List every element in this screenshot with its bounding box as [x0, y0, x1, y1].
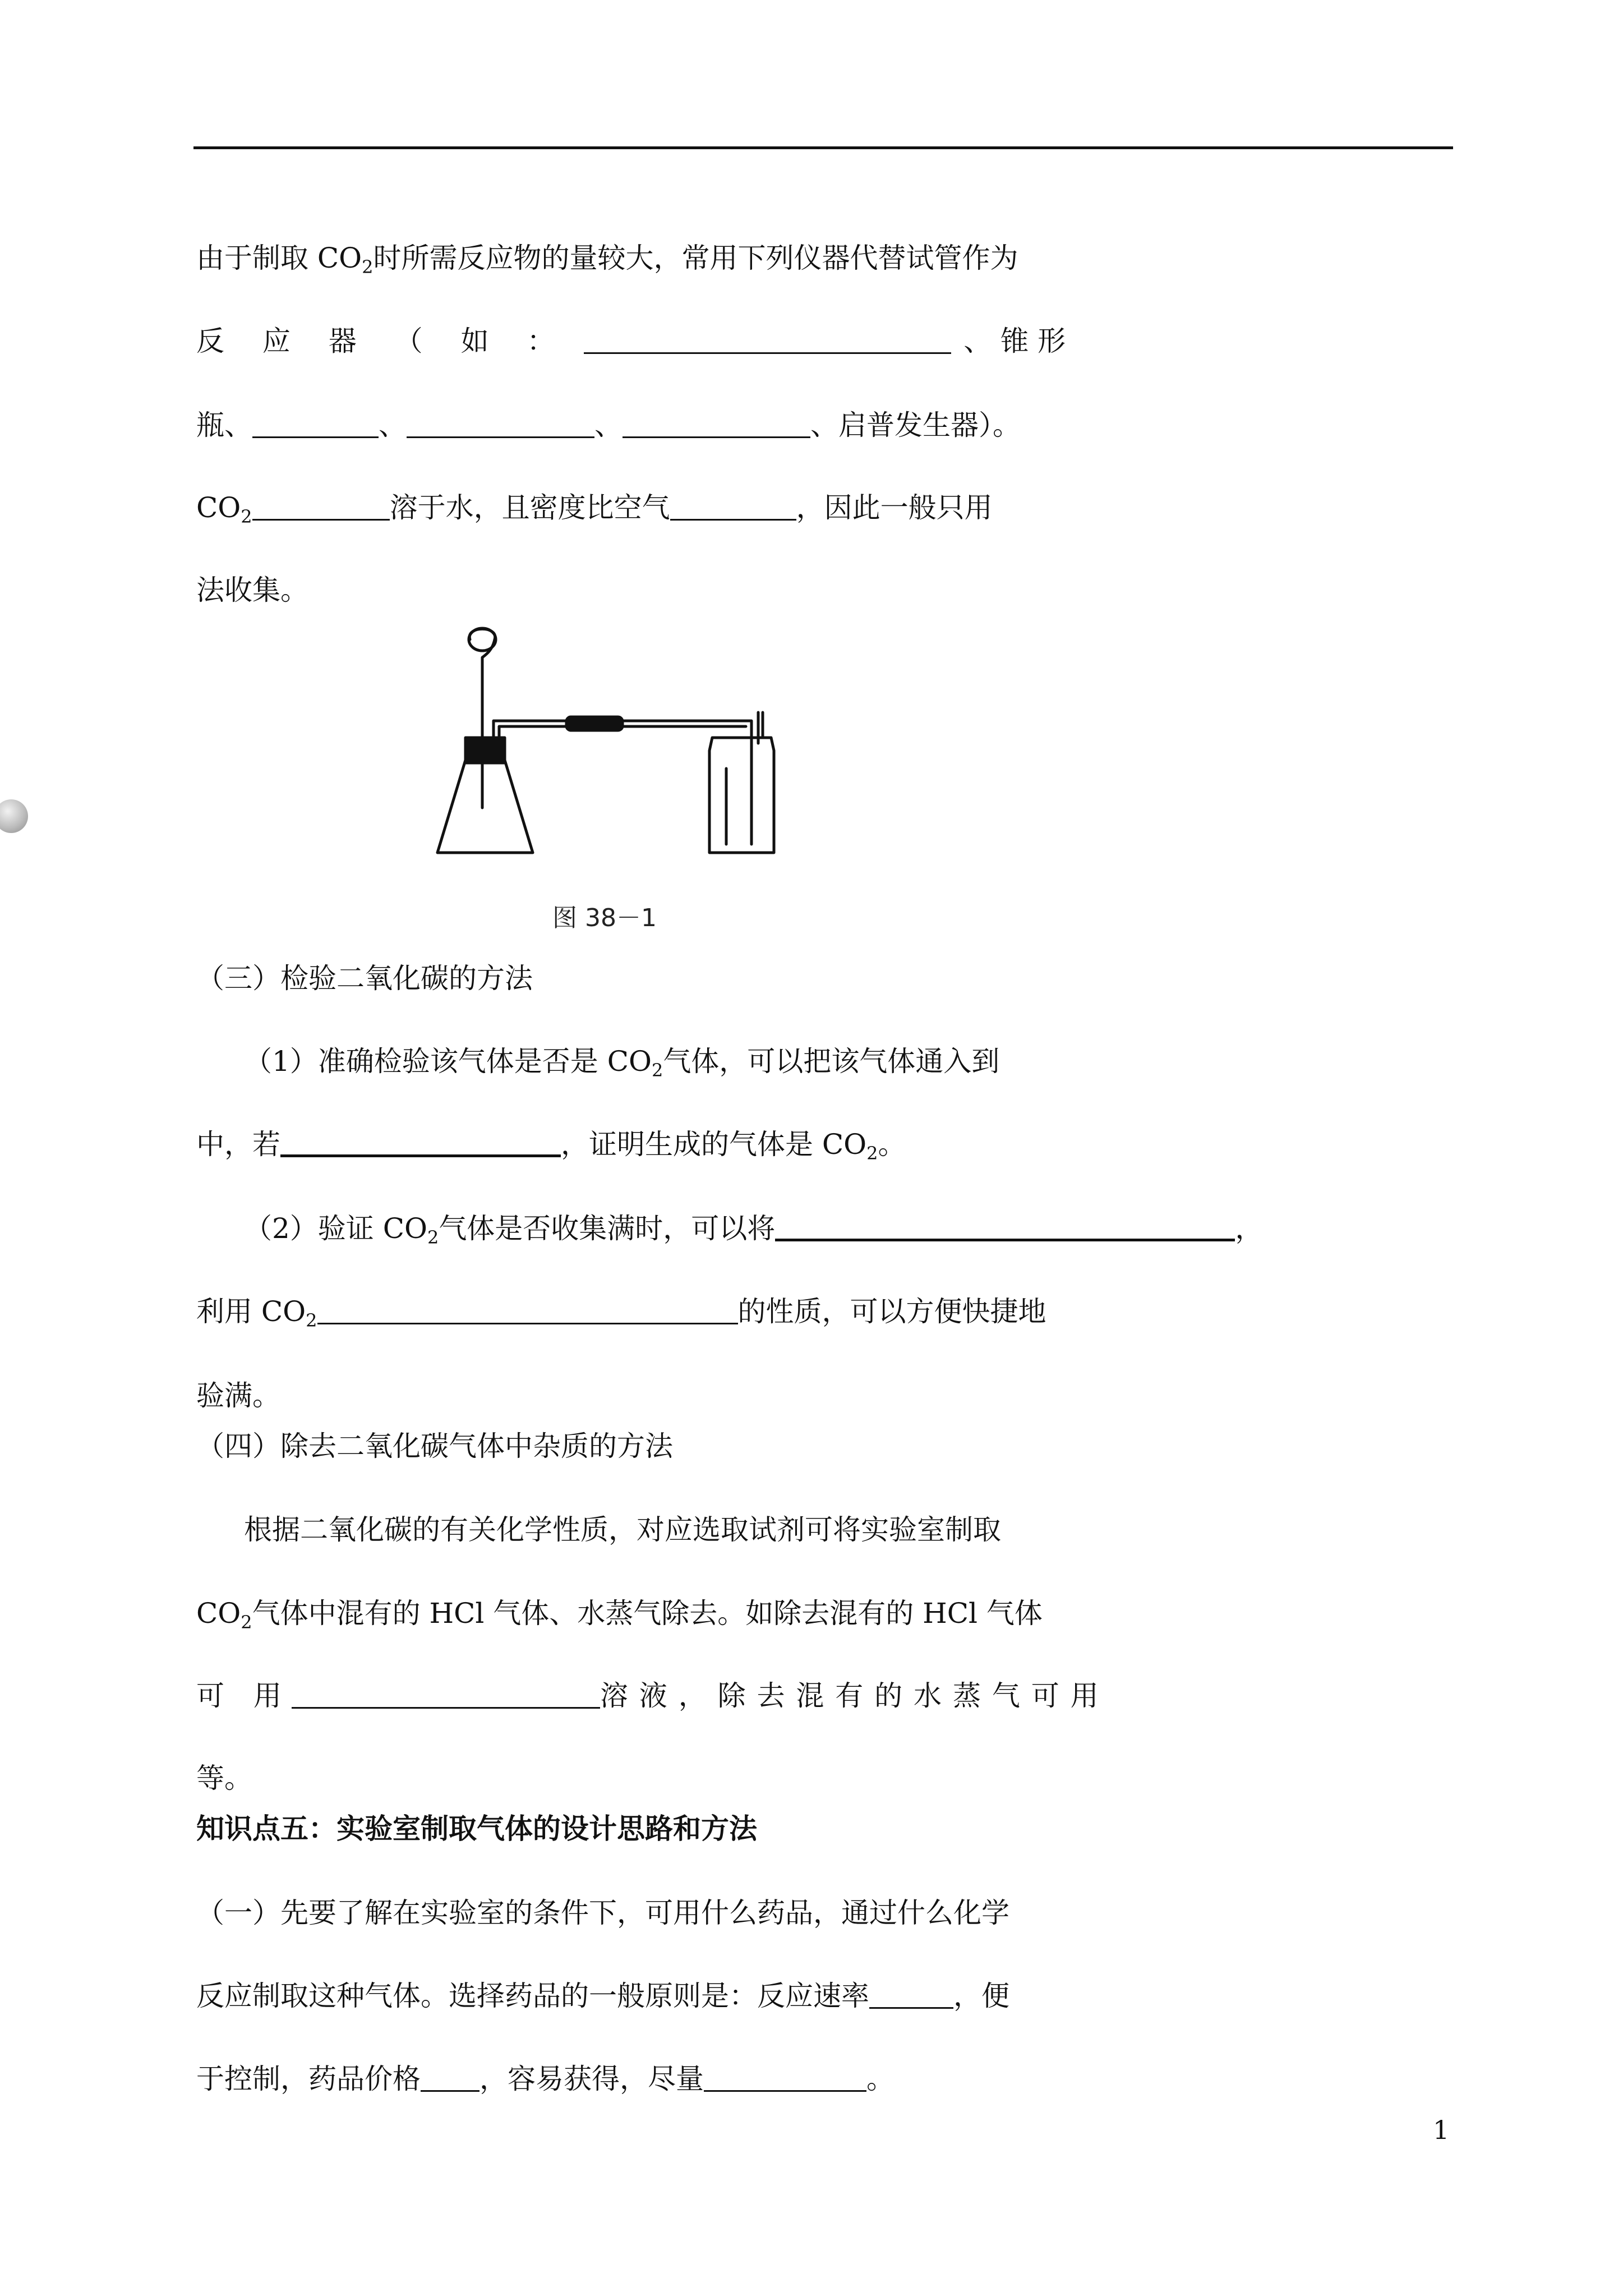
fill-blank[interactable] [421, 2067, 479, 2092]
paragraph-line: 由于制取 $CO_2$时所需反应物的量较大，常用下列仪器代替试管作为 [196, 242, 1018, 278]
fill-blank[interactable] [252, 495, 390, 521]
paragraph-line: 利用 $CO_2$ 的性质，可以方便快捷地 [196, 1295, 1046, 1331]
paragraph-line: $CO_2$气体中混有的 HCl 气体、水蒸气除去。如除去混有的 HCl 气体 [196, 1597, 1043, 1633]
paragraph-line: 可 用 溶 液 ， 除 去 混 有 的 水 蒸 气 可 用 [196, 1680, 1100, 1712]
gas-jar-icon [709, 738, 774, 853]
fill-blank[interactable] [670, 495, 796, 521]
fill-blank[interactable] [317, 1299, 738, 1324]
paragraph-line: 等。 [196, 1762, 252, 1795]
paragraph-line: 中，若 ，证明生成的气体是 $CO_2$。 [196, 1128, 906, 1164]
paragraph-line: （1）准确检验该气体是否是 $CO_2$气体，可以把该气体通入到 [244, 1045, 1000, 1081]
fill-blank[interactable] [775, 1215, 1235, 1241]
paragraph-line: 瓶、 、 、 、启普发生器）。 [196, 409, 1021, 441]
page-number: 1 [1433, 2115, 1450, 2145]
fill-blank[interactable] [292, 1683, 600, 1709]
figure-caption: 图 38－1 [552, 904, 657, 932]
section-heading: （四）除去二氧化碳气体中杂质的方法 [196, 1430, 673, 1462]
paragraph-line: （2）验证 $CO_2$气体是否收集满时，可以将 ， [244, 1212, 1264, 1248]
section-heading: 知识点五：实验室制取气体的设计思路和方法 [196, 1812, 757, 1845]
paragraph-line: $CO_2$ 溶于水，且密度比空气 ，因此一般只用 [196, 491, 993, 527]
header-rule [193, 146, 1453, 149]
fill-blank[interactable] [623, 413, 810, 438]
fill-blank[interactable] [407, 413, 594, 438]
paragraph-line: 根据二氧化碳的有关化学性质，对应选取试剂可将实验室制取 [244, 1513, 1001, 1546]
funnel-icon [469, 629, 495, 707]
paragraph-line: （一）先要了解在实验室的条件下，可用什么药品，通过什么化学 [196, 1897, 1009, 1929]
paragraph-line: 反 应 器 （ 如 ： 、 锥 形 [196, 325, 1066, 357]
fill-blank[interactable] [584, 329, 951, 354]
paragraph-line: 于控制，药品价格 ，容易获得，尽量 。 [196, 2063, 895, 2095]
fill-blank[interactable] [280, 1131, 561, 1157]
paragraph-line: 法收集。 [196, 574, 308, 606]
fill-blank[interactable] [704, 2067, 866, 2092]
section-heading: （三）检验二氧化碳的方法 [196, 962, 533, 995]
paragraph-line: 验满。 [196, 1379, 280, 1412]
conical-flask-icon [437, 760, 533, 853]
fill-blank[interactable] [869, 1984, 953, 2009]
fill-blank[interactable] [252, 413, 379, 438]
co2-apparatus-diagram [415, 623, 830, 937]
margin-marker-icon [0, 799, 28, 833]
paragraph-line: 反应制取这种气体。选择药品的一般原则是：反应速率 ，便 [196, 1980, 1009, 2012]
